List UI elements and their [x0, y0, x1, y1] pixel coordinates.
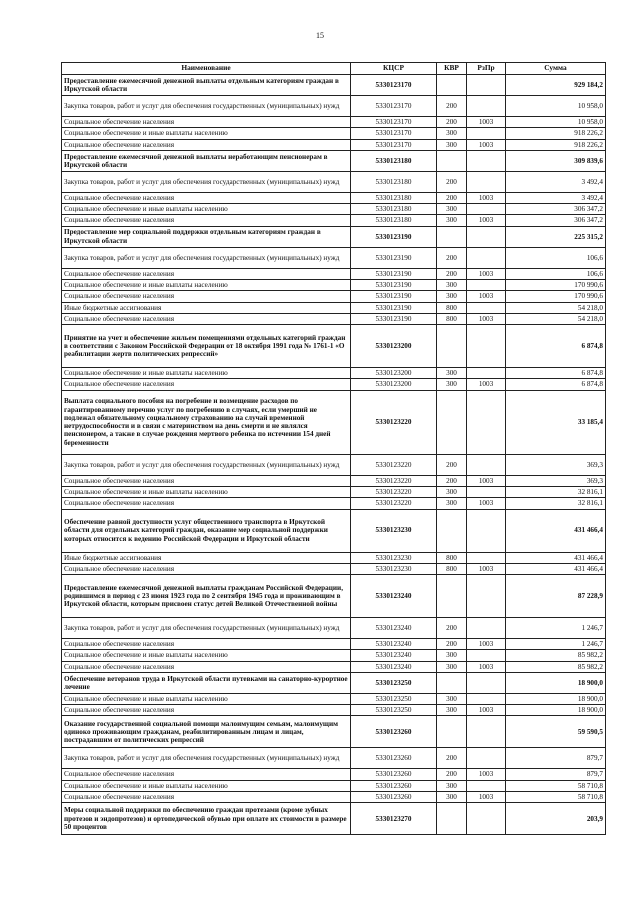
table-row: [62, 75, 606, 96]
cell-name: Социальное обеспечение и иные выплаты населению: [62, 128, 351, 139]
cell-kvr: 200: [437, 748, 467, 769]
cell-sum: 54 218,0: [506, 313, 606, 324]
table-row: [62, 325, 606, 368]
cell-rzpr: [467, 325, 506, 368]
cell-kvr: [437, 672, 467, 693]
page-number: 15: [316, 31, 324, 40]
cell-kvr: 300: [437, 368, 467, 379]
cell-rzpr: [467, 96, 506, 117]
cell-kvr: 300: [437, 780, 467, 791]
cell-kcsr: 5330123270: [351, 803, 437, 835]
table-row: [62, 390, 606, 454]
cell-sum: 87 228,9: [506, 575, 606, 618]
cell-rzpr: [467, 552, 506, 563]
cell-sum: 33 185,4: [506, 390, 606, 454]
cell-kcsr: 5330123260: [351, 716, 437, 748]
cell-name: Социальное обеспечение населения: [62, 563, 351, 574]
cell-rzpr: [467, 390, 506, 454]
cell-rzpr: [467, 693, 506, 704]
table-row: [62, 575, 606, 618]
table-row: [62, 792, 606, 803]
budget-table: [61, 62, 606, 835]
cell-kvr: 300: [437, 279, 467, 290]
cell-name: Предоставление ежемесячной денежной выплаты неработающим пенсионерам в Иркутской области: [62, 150, 351, 171]
cell-sum: 54 218,0: [506, 302, 606, 313]
cell-name: Социальное обеспечение населения: [62, 661, 351, 672]
cell-name: Социальное обеспечение населения: [62, 379, 351, 390]
table-header-row: [62, 63, 606, 75]
cell-rzpr: [467, 509, 506, 552]
cell-rzpr: [467, 454, 506, 475]
cell-kvr: 300: [437, 661, 467, 672]
cell-sum: 1 246,7: [506, 618, 606, 639]
table-body: [62, 75, 606, 835]
table-row: [62, 498, 606, 509]
cell-sum: 306 347,2: [506, 204, 606, 215]
header-kvr: КВР: [437, 63, 467, 75]
cell-sum: 10 958,0: [506, 117, 606, 128]
cell-rzpr: [467, 618, 506, 639]
table-row: [62, 639, 606, 650]
cell-kcsr: 5330123240: [351, 618, 437, 639]
cell-rzpr: [467, 748, 506, 769]
table-row: [62, 96, 606, 117]
table-row: [62, 661, 606, 672]
cell-sum: 58 710,8: [506, 792, 606, 803]
cell-sum: 106,6: [506, 247, 606, 268]
cell-sum: 170 990,6: [506, 279, 606, 290]
cell-name: Предоставление мер социальной поддержки отдельным категориям граждан в Иркутской области: [62, 226, 351, 247]
table-row: [62, 268, 606, 279]
cell-kvr: [437, 325, 467, 368]
cell-name: Социальное обеспечение населения: [62, 792, 351, 803]
cell-rzpr: 1003: [467, 215, 506, 226]
cell-name: Социальное обеспечение населения: [62, 139, 351, 150]
cell-kvr: 800: [437, 552, 467, 563]
cell-rzpr: 1003: [467, 291, 506, 302]
cell-kcsr: 5330123260: [351, 769, 437, 780]
cell-name: Закупка товаров, работ и услуг для обеспечения государственных (муниципальных) нужд: [62, 247, 351, 268]
cell-rzpr: 1003: [467, 661, 506, 672]
cell-sum: 306 347,2: [506, 215, 606, 226]
cell-name: Социальное обеспечение населения: [62, 117, 351, 128]
cell-kcsr: 5330123230: [351, 509, 437, 552]
table-row: [62, 247, 606, 268]
cell-kvr: 200: [437, 171, 467, 192]
cell-rzpr: 1003: [467, 379, 506, 390]
table-row: [62, 204, 606, 215]
table-row: [62, 748, 606, 769]
cell-name: Закупка товаров, работ и услуг для обеспечения государственных (муниципальных) нужд: [62, 96, 351, 117]
table-row: [62, 563, 606, 574]
cell-kvr: [437, 226, 467, 247]
header-sum: Сумма: [506, 63, 606, 75]
cell-sum: 929 184,2: [506, 75, 606, 96]
table-row: [62, 279, 606, 290]
cell-rzpr: [467, 650, 506, 661]
cell-kcsr: 5330123180: [351, 150, 437, 171]
cell-kcsr: 5330123190: [351, 279, 437, 290]
table-row: [62, 150, 606, 171]
cell-rzpr: 1003: [467, 268, 506, 279]
table-row: [62, 803, 606, 835]
cell-name: Закупка товаров, работ и услуг для обеспечения государственных (муниципальных) нужд: [62, 171, 351, 192]
cell-kcsr: 5330123250: [351, 705, 437, 716]
cell-sum: 369,3: [506, 475, 606, 486]
cell-rzpr: [467, 204, 506, 215]
cell-name: Закупка товаров, работ и услуг для обеспечения государственных (муниципальных) нужд: [62, 618, 351, 639]
cell-kvr: 200: [437, 247, 467, 268]
cell-kcsr: 5330123220: [351, 486, 437, 497]
table-row: [62, 192, 606, 203]
cell-kcsr: 5330123220: [351, 498, 437, 509]
cell-name: Социальное обеспечение населения: [62, 192, 351, 203]
cell-sum: 58 710,8: [506, 780, 606, 791]
header-kcsr: КЦСР: [351, 63, 437, 75]
cell-sum: 225 315,2: [506, 226, 606, 247]
cell-kcsr: 5330123180: [351, 215, 437, 226]
cell-kvr: 200: [437, 96, 467, 117]
cell-kvr: [437, 716, 467, 748]
cell-sum: 431 466,4: [506, 509, 606, 552]
table-row: [62, 552, 606, 563]
cell-name: Предоставление ежемесячной денежной выплаты отдельным категориям граждан в Иркутской области: [62, 75, 351, 96]
cell-sum: 10 958,0: [506, 96, 606, 117]
cell-name: Социальное обеспечение населения: [62, 639, 351, 650]
cell-kcsr: 5330123220: [351, 390, 437, 454]
cell-kvr: [437, 390, 467, 454]
table-row: [62, 769, 606, 780]
cell-sum: 431 466,4: [506, 563, 606, 574]
cell-sum: 6 874,8: [506, 368, 606, 379]
cell-name: Социальное обеспечение населения: [62, 215, 351, 226]
cell-name: Социальное обеспечение населения: [62, 268, 351, 279]
cell-sum: 32 816,1: [506, 486, 606, 497]
cell-name: Социальное обеспечение населения: [62, 313, 351, 324]
cell-name: Предоставление ежемесячной денежной выплаты гражданам Российской Федерации, родившимся в период с 23 июня 1923 года по 2 сентября 1945 года и проживающим в Иркутской области, которым присвоен статус детей Великой Отечественной войны: [62, 575, 351, 618]
header-rzpr: РзПр: [467, 63, 506, 75]
cell-sum: 309 839,6: [506, 150, 606, 171]
table-row: [62, 618, 606, 639]
cell-name: Социальное обеспечение и иные выплаты населению: [62, 780, 351, 791]
cell-kcsr: 5330123240: [351, 661, 437, 672]
cell-name: Обеспечение ветеранов труда в Иркутской области путевками на санаторно-курортное лечение: [62, 672, 351, 693]
cell-sum: 918 226,2: [506, 139, 606, 150]
cell-kcsr: 5330123170: [351, 128, 437, 139]
cell-kcsr: 5330123250: [351, 693, 437, 704]
cell-kcsr: 5330123230: [351, 563, 437, 574]
cell-kcsr: 5330123250: [351, 672, 437, 693]
cell-sum: 18 900,0: [506, 705, 606, 716]
cell-name: Выплата социального пособия на погребение и возмещение расходов по гарантированному перечню услуг по погребению в случаях, если умерший не подлежал обязательному социальному страхованию на случай временной нетрудоспособности и в связи с материнством на день смерти и не являлся пенсионером, а также в случае рождения мертвого ребенка по истечении 154 дней беременности: [62, 390, 351, 454]
cell-name: Иные бюджетные ассигнования: [62, 552, 351, 563]
cell-name: Социальное обеспечение и иные выплаты населению: [62, 204, 351, 215]
table-row: [62, 171, 606, 192]
cell-kcsr: 5330123190: [351, 313, 437, 324]
cell-rzpr: 1003: [467, 769, 506, 780]
table-row: [62, 128, 606, 139]
cell-kcsr: 5330123240: [351, 639, 437, 650]
cell-rzpr: [467, 803, 506, 835]
cell-kcsr: 5330123260: [351, 748, 437, 769]
cell-kvr: 200: [437, 475, 467, 486]
cell-rzpr: 1003: [467, 117, 506, 128]
cell-kcsr: 5330123220: [351, 454, 437, 475]
cell-rzpr: [467, 780, 506, 791]
cell-kvr: [437, 509, 467, 552]
cell-name: Закупка товаров, работ и услуг для обеспечения государственных (муниципальных) нужд: [62, 454, 351, 475]
cell-rzpr: [467, 279, 506, 290]
cell-kcsr: 5330123190: [351, 291, 437, 302]
cell-kvr: 200: [437, 639, 467, 650]
cell-rzpr: 1003: [467, 192, 506, 203]
cell-kvr: 200: [437, 618, 467, 639]
cell-kvr: 800: [437, 563, 467, 574]
cell-sum: 85 982,2: [506, 661, 606, 672]
cell-sum: 918 226,2: [506, 128, 606, 139]
cell-rzpr: [467, 302, 506, 313]
cell-name: Социальное обеспечение и иные выплаты населению: [62, 650, 351, 661]
cell-sum: 3 492,4: [506, 171, 606, 192]
cell-kvr: 300: [437, 215, 467, 226]
cell-rzpr: [467, 128, 506, 139]
table-row: [62, 139, 606, 150]
cell-name: Социальное обеспечение и иные выплаты населению: [62, 279, 351, 290]
cell-sum: 6 874,8: [506, 379, 606, 390]
cell-kvr: 300: [437, 498, 467, 509]
cell-name: Социальное обеспечение населения: [62, 475, 351, 486]
table-row: [62, 705, 606, 716]
cell-kcsr: 5330123190: [351, 302, 437, 313]
cell-kvr: 300: [437, 705, 467, 716]
table-row: [62, 313, 606, 324]
table-row: [62, 302, 606, 313]
cell-rzpr: [467, 171, 506, 192]
cell-rzpr: 1003: [467, 313, 506, 324]
cell-rzpr: [467, 716, 506, 748]
cell-kvr: 200: [437, 192, 467, 203]
cell-name: Социальное обеспечение и иные выплаты населению: [62, 486, 351, 497]
cell-sum: 203,9: [506, 803, 606, 835]
table-row: [62, 672, 606, 693]
cell-kvr: 200: [437, 268, 467, 279]
cell-kcsr: 5330123200: [351, 325, 437, 368]
cell-rzpr: [467, 226, 506, 247]
cell-kvr: 200: [437, 117, 467, 128]
cell-kcsr: 5330123190: [351, 268, 437, 279]
cell-sum: 1 246,7: [506, 639, 606, 650]
table-row: [62, 291, 606, 302]
cell-kvr: 200: [437, 769, 467, 780]
cell-name: Социальное обеспечение населения: [62, 498, 351, 509]
table-row: [62, 368, 606, 379]
cell-rzpr: 1003: [467, 792, 506, 803]
cell-kvr: 300: [437, 650, 467, 661]
cell-name: Иные бюджетные ассигнования: [62, 302, 351, 313]
cell-name: Социальное обеспечение населения: [62, 705, 351, 716]
table-row: [62, 780, 606, 791]
cell-sum: 18 900,0: [506, 693, 606, 704]
table-row: [62, 716, 606, 748]
cell-rzpr: [467, 150, 506, 171]
cell-sum: 32 816,1: [506, 498, 606, 509]
cell-kvr: 300: [437, 128, 467, 139]
cell-sum: 6 874,8: [506, 325, 606, 368]
cell-sum: 170 990,6: [506, 291, 606, 302]
cell-name: Оказание государственной социальной помощи малоимущим семьям, малоимущим одиноко проживающим гражданам, реабилитированным лицам и лицам, пострадавшим от политических репрессий: [62, 716, 351, 748]
table-row: [62, 215, 606, 226]
cell-kcsr: 5330123180: [351, 192, 437, 203]
cell-kcsr: 5330123230: [351, 552, 437, 563]
cell-kcsr: 5330123190: [351, 247, 437, 268]
cell-kcsr: 5330123190: [351, 226, 437, 247]
cell-rzpr: 1003: [467, 705, 506, 716]
table-row: [62, 475, 606, 486]
cell-kcsr: 5330123170: [351, 96, 437, 117]
cell-kcsr: 5330123260: [351, 792, 437, 803]
cell-kvr: [437, 75, 467, 96]
cell-name: Принятие на учет и обеспечение жильем помещениями отдельных категорий граждан в соответствии с Законом Российской Федерации от 18 октября 1991 года № 1761-1 «О реабилитации жертв политических репрессий»: [62, 325, 351, 368]
cell-name: Закупка товаров, работ и услуг для обеспечения государственных (муниципальных) нужд: [62, 748, 351, 769]
cell-sum: 431 466,4: [506, 552, 606, 563]
cell-rzpr: [467, 575, 506, 618]
cell-kcsr: 5330123220: [351, 475, 437, 486]
table-row: [62, 454, 606, 475]
cell-name: Социальное обеспечение населения: [62, 291, 351, 302]
table-row: [62, 486, 606, 497]
header-name: Наименование: [62, 63, 351, 75]
cell-sum: 59 590,5: [506, 716, 606, 748]
cell-sum: 106,6: [506, 268, 606, 279]
cell-name: Меры социальной поддержки по обеспечению граждан протезами (кроме зубных протезов и эндопротезов) и ортопедической обувью при оплате их стоимости в размере 50 процентов: [62, 803, 351, 835]
cell-kvr: 300: [437, 792, 467, 803]
cell-kcsr: 5330123180: [351, 204, 437, 215]
table-row: [62, 226, 606, 247]
table-row: [62, 509, 606, 552]
cell-kvr: [437, 803, 467, 835]
cell-sum: 85 982,2: [506, 650, 606, 661]
table-row: [62, 117, 606, 128]
cell-rzpr: 1003: [467, 475, 506, 486]
cell-kcsr: 5330123180: [351, 171, 437, 192]
cell-kcsr: 5330123240: [351, 575, 437, 618]
cell-kcsr: 5330123200: [351, 379, 437, 390]
cell-rzpr: [467, 368, 506, 379]
cell-rzpr: 1003: [467, 563, 506, 574]
cell-kcsr: 5330123240: [351, 650, 437, 661]
cell-kvr: 300: [437, 486, 467, 497]
table-row: [62, 693, 606, 704]
cell-rzpr: [467, 486, 506, 497]
cell-rzpr: [467, 672, 506, 693]
cell-sum: 3 492,4: [506, 192, 606, 203]
cell-kvr: 300: [437, 291, 467, 302]
cell-kcsr: 5330123170: [351, 117, 437, 128]
cell-kcsr: 5330123170: [351, 75, 437, 96]
cell-kvr: 300: [437, 139, 467, 150]
table-row: [62, 379, 606, 390]
cell-kvr: [437, 575, 467, 618]
cell-rzpr: 1003: [467, 498, 506, 509]
cell-kvr: 800: [437, 302, 467, 313]
cell-sum: 879,7: [506, 748, 606, 769]
cell-rzpr: 1003: [467, 139, 506, 150]
cell-kvr: 200: [437, 454, 467, 475]
cell-kvr: 300: [437, 379, 467, 390]
cell-name: Социальное обеспечение и иные выплаты населению: [62, 693, 351, 704]
table-row: [62, 650, 606, 661]
cell-kcsr: 5330123200: [351, 368, 437, 379]
cell-name: Социальное обеспечение населения: [62, 769, 351, 780]
cell-sum: 369,3: [506, 454, 606, 475]
cell-kcsr: 5330123260: [351, 780, 437, 791]
cell-name: Социальное обеспечение и иные выплаты населению: [62, 368, 351, 379]
cell-kvr: 300: [437, 204, 467, 215]
cell-name: Обеспечение равной доступности услуг общественного транспорта в Иркутской области для отдельных категорий граждан, оказание мер социальной поддержки которых относится к ведению Российской Федерации и Иркутской области: [62, 509, 351, 552]
cell-rzpr: 1003: [467, 639, 506, 650]
cell-kcsr: 5330123170: [351, 139, 437, 150]
cell-rzpr: [467, 75, 506, 96]
cell-sum: 879,7: [506, 769, 606, 780]
cell-kvr: 800: [437, 313, 467, 324]
cell-sum: 18 900,0: [506, 672, 606, 693]
cell-kvr: 300: [437, 693, 467, 704]
cell-kvr: [437, 150, 467, 171]
cell-rzpr: [467, 247, 506, 268]
